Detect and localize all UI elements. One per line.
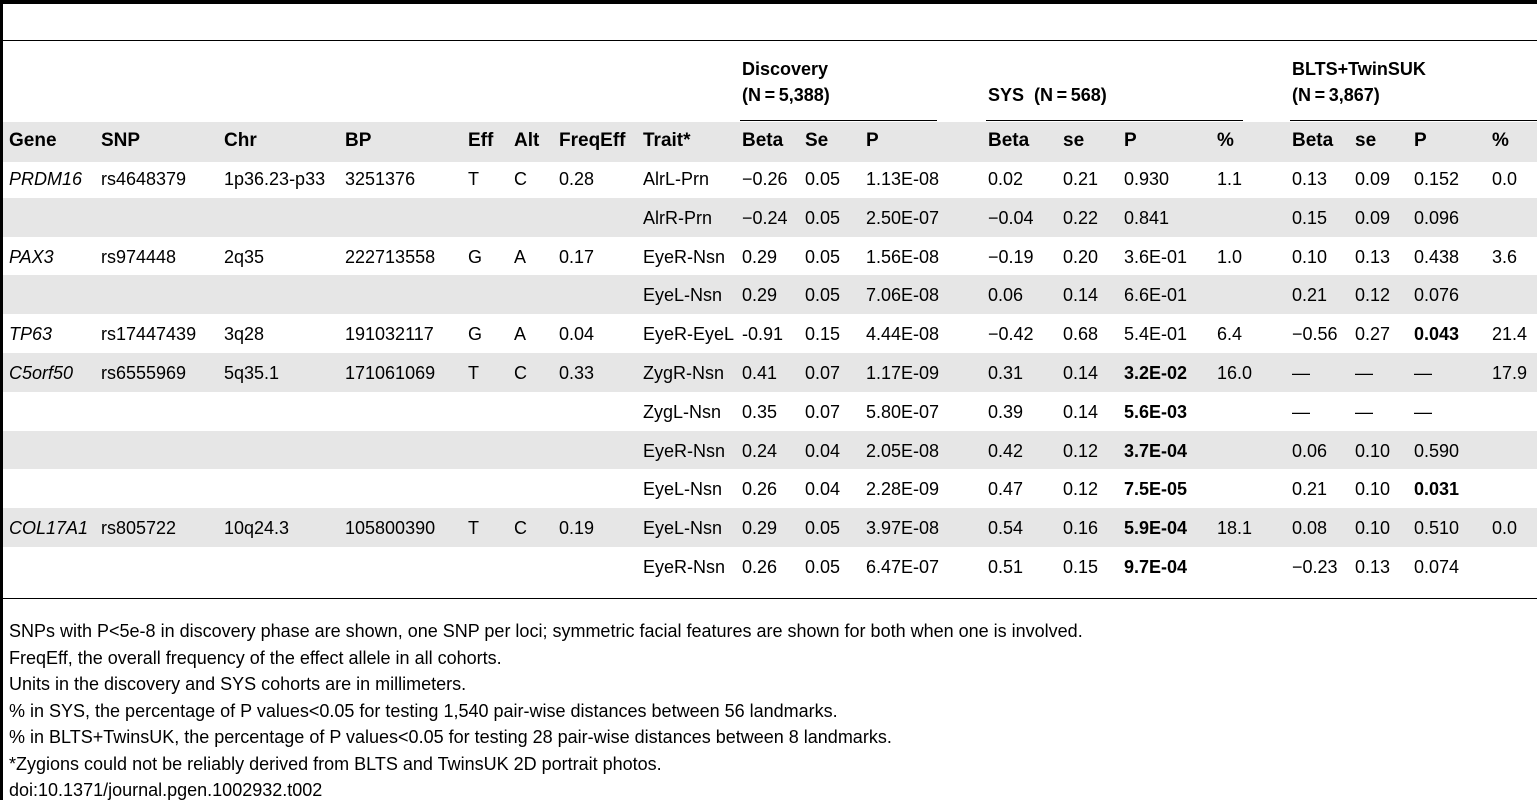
cell-disc-beta: −0.26 <box>742 169 788 189</box>
cell-disc-p: 3.97E-08 <box>866 518 940 539</box>
cell-sys-p: 5.6E-03 <box>1124 401 1188 422</box>
header-bp: BP <box>345 130 372 151</box>
cell-eff: T <box>468 363 479 383</box>
cell-sys-se: 0.20 <box>1063 246 1099 267</box>
cell-blts-p: 0.031 <box>1414 479 1460 500</box>
cell-sys-p: 5.4E-01 <box>1124 324 1188 345</box>
cell-trait: ZygR-Nsn <box>643 363 725 383</box>
cell-disc-beta: -0.91 <box>742 324 784 345</box>
top-rule <box>0 0 1537 4</box>
cell-eff: T <box>468 518 479 539</box>
cell-blts-p: — <box>1414 363 1432 383</box>
header-blts-se: se <box>1355 130 1377 151</box>
cell-disc-se: 0.05 <box>805 557 841 577</box>
cell-blts-se: — <box>1355 363 1373 383</box>
cell-blts-beta: −0.23 <box>1292 557 1338 577</box>
cell-trait: EyeL-Nsn <box>643 285 723 306</box>
cell-trait: EyeL-Nsn <box>643 479 723 500</box>
cell-blts-p: 0.152 <box>1414 169 1460 189</box>
cell-blts-se: 0.10 <box>1355 518 1391 539</box>
cell-sys-se: 0.16 <box>1063 518 1099 539</box>
cell-blts-beta: 0.10 <box>1292 246 1328 267</box>
cell-sys-se: 0.12 <box>1063 479 1099 500</box>
cell-sys-p: 3.7E-04 <box>1124 440 1188 461</box>
cell-disc-beta: 0.41 <box>742 363 778 383</box>
cell-disc-se: 0.15 <box>805 324 841 345</box>
cell-blts-se: 0.09 <box>1355 169 1391 189</box>
cell-eff: G <box>468 324 483 345</box>
cell-sys-p: 9.7E-04 <box>1124 557 1188 577</box>
footnote: % in SYS, the percentage of P values<0.05 for testing 1,540 pair-wise distances between 56 landmarks. <box>9 700 838 721</box>
cell-disc-p: 2.50E-07 <box>866 207 940 228</box>
cell-blts-se: 0.10 <box>1355 440 1391 461</box>
cell-chr: 2q35 <box>224 246 265 267</box>
cell-disc-beta: 0.26 <box>742 557 778 577</box>
cell-blts-pct: 3.6 <box>1492 246 1518 267</box>
cell-blts-se: 0.09 <box>1355 207 1391 228</box>
cell-blts-beta: — <box>1292 363 1310 383</box>
cell-disc-beta: 0.24 <box>742 440 778 461</box>
cell-sys-beta: −0.04 <box>988 207 1034 228</box>
cell-blts-beta: 0.15 <box>1292 207 1328 228</box>
cell-freq-eff: 0.33 <box>559 363 595 383</box>
cell-sys-beta: 0.51 <box>988 557 1024 577</box>
cell-sys-p: 5.9E-04 <box>1124 518 1188 539</box>
cell-sys-se: 0.21 <box>1063 169 1099 189</box>
cell-disc-beta: 0.35 <box>742 401 778 422</box>
cell-disc-beta: −0.24 <box>742 207 788 228</box>
cell-sys-p: 3.6E-01 <box>1124 246 1188 267</box>
cell-blts-p: 0.590 <box>1414 440 1460 461</box>
header-gene: Gene <box>9 130 57 151</box>
cell-bp: 222713558 <box>345 246 436 267</box>
cell-snp: rs974448 <box>101 246 177 267</box>
cell-disc-se: 0.05 <box>805 169 841 189</box>
cell-alt: C <box>514 363 527 383</box>
left-border <box>0 0 3 800</box>
header-eff: Eff <box>468 130 494 151</box>
cell-gene: COL17A1 <box>9 518 89 539</box>
cell-sys-p: 0.930 <box>1124 169 1170 189</box>
cell-bp: 171061069 <box>345 363 436 383</box>
cell-blts-p: 0.043 <box>1414 324 1460 345</box>
cell-sys-p: 7.5E-05 <box>1124 479 1188 500</box>
cell-eff: T <box>468 169 479 189</box>
cell-sys-beta: 0.42 <box>988 440 1024 461</box>
cell-trait: EyeR-Nsn <box>643 246 726 267</box>
header-chr: Chr <box>224 130 257 151</box>
cell-trait: EyeL-Nsn <box>643 518 723 539</box>
cell-bp: 3251376 <box>345 169 416 189</box>
cell-snp: rs805722 <box>101 518 177 539</box>
header-snp: SNP <box>101 130 141 151</box>
cell-disc-se: 0.04 <box>805 440 841 461</box>
cell-disc-se: 0.05 <box>805 285 841 306</box>
footnote: *Zygions could not be reliably derived from BLTS and TwinsUK 2D portrait photos. <box>9 753 662 774</box>
header-top-rule <box>0 40 1537 41</box>
cell-blts-se: 0.13 <box>1355 557 1391 577</box>
cell-blts-beta: 0.06 <box>1292 440 1328 461</box>
cell-disc-se: 0.05 <box>805 246 841 267</box>
cell-blts-p: 0.510 <box>1414 518 1460 539</box>
cell-disc-p: 2.28E-09 <box>866 479 940 500</box>
cell-blts-p: 0.096 <box>1414 207 1460 228</box>
cell-sys-se: 0.14 <box>1063 401 1099 422</box>
cell-sys-beta: 0.06 <box>988 285 1024 306</box>
cell-freq-eff: 0.19 <box>559 518 595 539</box>
cell-disc-se: 0.07 <box>805 363 841 383</box>
footnote: % in BLTS+TwinsUK, the percentage of P values<0.05 for testing 28 pair-wise distances between 8 landmarks. <box>9 727 892 747</box>
cell-alt: C <box>514 518 527 539</box>
cell-sys-pct: 1.1 <box>1217 169 1243 189</box>
group-rule-discovery <box>740 120 937 121</box>
cell-blts-pct: 21.4 <box>1492 324 1528 345</box>
header-sys-se: se <box>1063 130 1085 151</box>
cell-gene: C5orf50 <box>9 363 74 383</box>
cell-freq-eff: 0.17 <box>559 246 595 267</box>
cell-blts-se: — <box>1355 401 1373 422</box>
cell-blts-beta: — <box>1292 401 1310 422</box>
cell-freq-eff: 0.28 <box>559 169 595 189</box>
cell-trait: AlrL-Prn <box>643 169 710 189</box>
cell-chr: 1p36.23-p33 <box>224 169 326 189</box>
cell-trait: EyeR-Nsn <box>643 557 726 577</box>
footnote: FreqEff, the overall frequency of the effect allele in all cohorts. <box>9 647 502 668</box>
header-trait: Trait* <box>643 130 691 151</box>
cell-snp: rs4648379 <box>101 169 187 189</box>
cell-alt: C <box>514 169 527 189</box>
header-blts-p: P <box>1414 130 1427 151</box>
cell-blts-beta: 0.21 <box>1292 285 1328 306</box>
cell-blts-se: 0.27 <box>1355 324 1391 345</box>
cell-disc-p: 1.13E-08 <box>866 169 940 189</box>
cell-trait: EyeR-EyeL <box>643 324 735 345</box>
cell-sys-se: 0.22 <box>1063 207 1099 228</box>
cell-sys-p: 6.6E-01 <box>1124 285 1188 306</box>
cell-blts-p: 0.074 <box>1414 557 1460 577</box>
cell-bp: 191032117 <box>345 324 434 345</box>
header-sys-p: P <box>1124 130 1137 151</box>
footnote: Units in the discovery and SYS cohorts are in millimeters. <box>9 674 467 694</box>
cell-sys-se: 0.68 <box>1063 324 1099 345</box>
header-blts-pct: % <box>1492 130 1509 151</box>
header-disc-beta: Beta <box>742 130 784 151</box>
cell-sys-se: 0.14 <box>1063 363 1099 383</box>
cell-chr: 5q35.1 <box>224 363 280 383</box>
cell-disc-beta: 0.29 <box>742 246 778 267</box>
cell-blts-beta: 0.21 <box>1292 479 1328 500</box>
table-bottom-rule <box>0 598 1537 599</box>
cell-alt: A <box>514 246 527 267</box>
header-sys-beta: Beta <box>988 130 1030 151</box>
cell-gene: PAX3 <box>9 246 54 267</box>
header-alt: Alt <box>514 130 540 151</box>
cell-disc-se: 0.07 <box>805 401 841 422</box>
cell-sys-beta: −0.19 <box>988 246 1034 267</box>
cell-alt: A <box>514 324 527 345</box>
group-rule-blts <box>1290 120 1537 121</box>
cell-disc-p: 4.44E-08 <box>866 324 940 345</box>
cell-disc-p: 7.06E-08 <box>866 285 940 306</box>
cell-chr: 3q28 <box>224 324 265 345</box>
group-blts: BLTS+TwinSUK (N = 3,867) <box>1292 59 1426 105</box>
cell-disc-beta: 0.29 <box>742 518 778 539</box>
cell-gene: PRDM16 <box>9 169 83 189</box>
cell-sys-beta: 0.39 <box>988 401 1024 422</box>
cell-sys-pct: 1.0 <box>1217 246 1243 267</box>
header-disc-se: Se <box>805 130 829 151</box>
cell-freq-eff: 0.04 <box>559 324 595 345</box>
cell-eff: G <box>468 246 483 267</box>
footnote: SNPs with P<5e-8 in discovery phase are shown, one SNP per loci; symmetric facial features are shown for both when one is involved. <box>9 621 1083 641</box>
cell-blts-se: 0.10 <box>1355 479 1391 500</box>
cell-sys-se: 0.14 <box>1063 285 1099 306</box>
cell-blts-pct: 0.0 <box>1492 169 1518 189</box>
cell-bp: 105800390 <box>345 518 436 539</box>
cell-blts-se: 0.12 <box>1355 285 1391 306</box>
cell-disc-se: 0.04 <box>805 479 841 500</box>
header-sys-pct: % <box>1217 130 1234 151</box>
cell-trait: EyeR-Nsn <box>643 440 726 461</box>
header-blts-beta: Beta <box>1292 130 1334 151</box>
cell-sys-se: 0.15 <box>1063 557 1099 577</box>
cell-sys-p: 0.841 <box>1124 207 1170 228</box>
group-rule-sys <box>986 120 1243 121</box>
cell-sys-beta: 0.02 <box>988 169 1024 189</box>
cell-blts-beta: 0.13 <box>1292 169 1328 189</box>
cell-sys-beta: −0.42 <box>988 324 1034 345</box>
cell-disc-p: 1.56E-08 <box>866 246 940 267</box>
cell-blts-p: 0.438 <box>1414 246 1460 267</box>
cell-blts-p: 0.076 <box>1414 285 1460 306</box>
header-disc-p: P <box>866 130 879 151</box>
cell-sys-pct: 6.4 <box>1217 324 1243 345</box>
cell-disc-se: 0.05 <box>805 207 841 228</box>
cell-disc-beta: 0.26 <box>742 479 778 500</box>
cell-snp: rs17447439 <box>101 324 197 345</box>
footnote: doi:10.1371/journal.pgen.1002932.t002 <box>9 780 323 800</box>
cell-sys-beta: 0.47 <box>988 479 1024 500</box>
cell-trait: AlrR-Prn <box>643 207 713 228</box>
cell-sys-pct: 16.0 <box>1217 363 1253 383</box>
cell-blts-pct: 0.0 <box>1492 518 1518 539</box>
cell-blts-beta: −0.56 <box>1292 324 1338 345</box>
cell-sys-pct: 18.1 <box>1217 518 1253 539</box>
cell-snp: rs6555969 <box>101 363 187 383</box>
cell-blts-pct: 17.9 <box>1492 363 1528 383</box>
cell-disc-p: 5.80E-07 <box>866 401 940 422</box>
cell-disc-p: 2.05E-08 <box>866 440 940 461</box>
cell-disc-p: 1.17E-09 <box>866 363 940 383</box>
cell-sys-se: 0.12 <box>1063 440 1099 461</box>
cell-blts-p: — <box>1414 401 1432 422</box>
cell-trait: ZygL-Nsn <box>643 401 722 422</box>
header-freq-eff: FreqEff <box>559 130 626 151</box>
cell-gene: TP63 <box>9 324 53 345</box>
cell-blts-beta: 0.08 <box>1292 518 1328 539</box>
group-discovery: Discovery (N = 5,388) <box>742 59 830 105</box>
cell-sys-p: 3.2E-02 <box>1124 363 1188 383</box>
cell-disc-p: 6.47E-07 <box>866 557 940 577</box>
cell-disc-se: 0.05 <box>805 518 841 539</box>
cell-blts-se: 0.13 <box>1355 246 1391 267</box>
group-sys: SYS (N = 568) <box>988 85 1107 105</box>
cell-sys-beta: 0.31 <box>988 363 1024 383</box>
cell-chr: 10q24.3 <box>224 518 290 539</box>
cell-sys-beta: 0.54 <box>988 518 1024 539</box>
cell-disc-beta: 0.29 <box>742 285 778 306</box>
